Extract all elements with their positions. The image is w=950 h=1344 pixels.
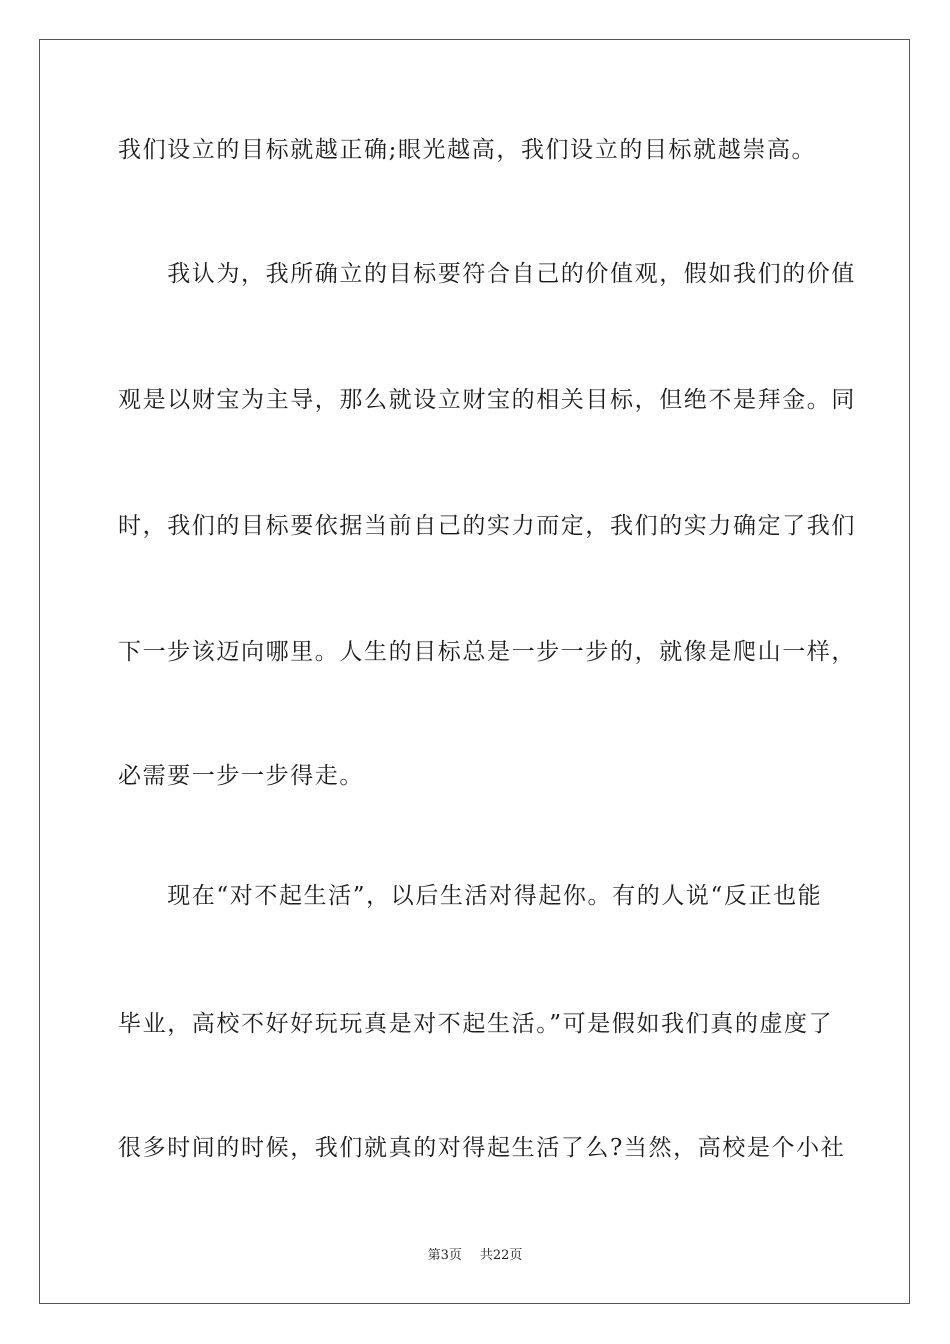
page-border xyxy=(39,39,910,1304)
page-number: 第3页 xyxy=(427,1248,462,1263)
text-line-1: 我们设立的目标就越正确;眼光越高，我们设立的目标就越崇高。 xyxy=(118,137,817,163)
page-footer xyxy=(0,1248,950,1264)
text-line-8: 毕业，高校不好好玩玩真是对不起生活。”可是假如我们真的虚度了 xyxy=(118,1011,834,1037)
text-line-4: 时，我们的目标要依据当前自己的实力而定，我们的实力确定了我们 xyxy=(118,513,856,539)
text-line-6: 必需要一步一步得走。 xyxy=(118,763,364,789)
text-line-5: 下一步该迈向哪里。人生的目标总是一步一步的，就像是爬山一样， xyxy=(118,639,856,665)
text-line-2: 我认为，我所确立的目标要符合自己的价值观，假如我们的价值 xyxy=(118,261,856,287)
text-line-3: 观是以财宝为主导，那么就设立财宝的相关目标，但绝不是拜金。同 xyxy=(118,387,856,413)
page-total: 共22页 xyxy=(479,1248,523,1263)
text-line-9: 很多时间的时候，我们就真的对得起生活了么?当然，高校是个小社 xyxy=(118,1135,846,1161)
text-line-7: 现在“对不起生活”，以后生活对得起你。有的人说“反正也能 xyxy=(118,883,823,909)
